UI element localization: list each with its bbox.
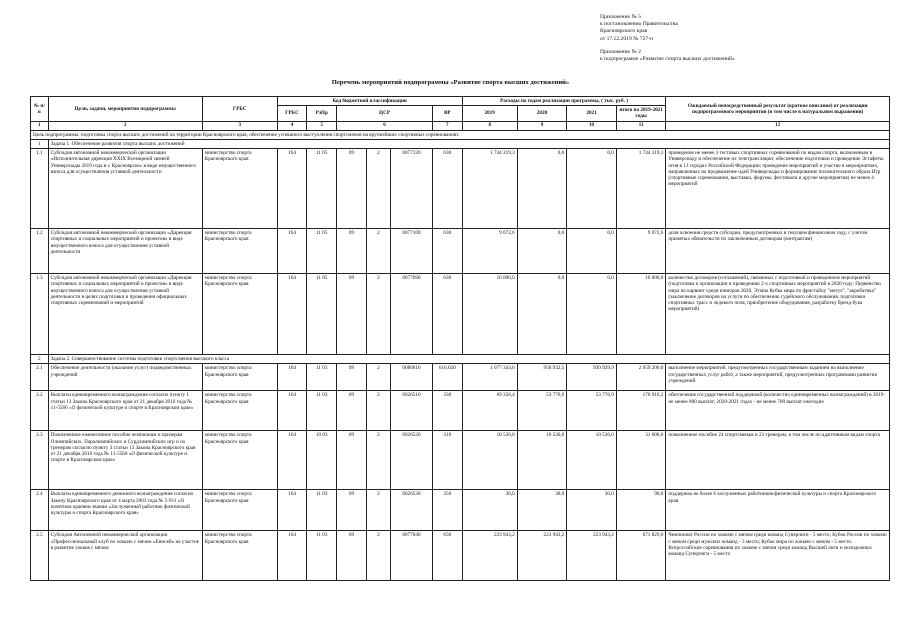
row-number: 1.2	[31, 229, 49, 274]
expense-2020: 0,0	[517, 229, 567, 274]
task-title: Задача 2. Совершенствование системы подготовки спортсменов высокого класса	[48, 355, 889, 364]
code-grbs: 164	[277, 229, 307, 274]
code-grbs: 164	[277, 149, 307, 229]
expense-2019: 30,0	[462, 490, 517, 531]
code-grbs: 164	[277, 364, 307, 391]
row-number: 2.5	[31, 531, 49, 581]
expected-result: выполнение мероприятий, предусмотренных государственным заданием на выполнение государственных услуг работ, а также мероприятий, предусмотренных программами развития учреждений	[666, 364, 890, 391]
approval-stamp	[600, 14, 895, 63]
expense-2019: 16 000,0	[462, 274, 517, 355]
code-grbs: 164	[277, 274, 307, 355]
col-index: 10	[567, 121, 617, 130]
responsible-body: министерство спорта Красноярского края	[202, 274, 277, 355]
expense-2021: 223 943,2	[567, 531, 617, 581]
row-number: 2.2	[31, 391, 49, 431]
code-csr-part: 2	[366, 274, 390, 355]
code-vr: 630	[432, 531, 462, 581]
expense-2021: 0,0	[567, 229, 617, 274]
expense-2019: 10 536,0	[462, 431, 517, 490]
table-row	[31, 391, 890, 431]
col-index: 8	[462, 121, 517, 130]
col-index: 4	[277, 121, 307, 130]
code-csr-part: 2	[366, 391, 390, 431]
header-vr: ВР	[432, 106, 462, 121]
code-vr: 310	[432, 431, 462, 490]
task-number: 2	[31, 355, 49, 364]
activity-name: Обеспечение деятельности (оказание услуг) подведомственных учреждений	[48, 364, 202, 391]
code-rzpr: 11 03	[307, 490, 337, 531]
code-csr-part: 09	[337, 531, 367, 581]
header-2021: 2021	[567, 106, 617, 121]
expense-2020: 30,0	[517, 490, 567, 531]
expense-total: 671 829,6	[616, 531, 666, 581]
code-grbs: 164	[277, 391, 307, 431]
code-rzpr: 11 03	[307, 531, 337, 581]
code-rzpr: 11 05	[307, 229, 337, 274]
row-number: 2.3	[31, 431, 49, 490]
col-index: 11	[616, 121, 666, 130]
expense-2021: 930 929,9	[567, 364, 617, 391]
row-number: 2.1	[31, 364, 49, 391]
header-grbs: ГРБС	[202, 97, 277, 122]
table-header	[31, 97, 890, 131]
header-num: № п/п	[31, 97, 49, 122]
activity-name: Выплаты единовременного денежного вознаграждения согласно Закону Красноярского края от 4 марта 2003 года № 5-911 «О почетном краевом звании «Заслуженный работник физической культуры и спорта Красноярского края»	[48, 490, 202, 531]
expense-2020: 950 932,5	[517, 364, 567, 391]
code-csr-part: 0026510	[391, 391, 433, 431]
code-csr-part: 2	[366, 229, 390, 274]
responsible-body: министерство спорта Красноярского края	[202, 364, 277, 391]
activity-name: Субсидия автономной некоммерческой организации «Дирекция спортивных и социальных мероприятий и проектов» в виде имущественного взноса для осуществления уставной деятельности	[48, 229, 202, 274]
code-grbs: 164	[277, 531, 307, 581]
responsible-body: министерство спорта Красноярского края	[202, 431, 277, 490]
code-vr: 330	[432, 391, 462, 431]
code-csr-part: 0077040	[391, 531, 433, 581]
expense-total: 90,0	[616, 490, 666, 531]
header-2020: 2020	[517, 106, 567, 121]
code-csr-part: 2	[366, 490, 390, 531]
task-number: 1	[31, 140, 49, 149]
activity-name: Субсидия Автономной некоммерческой организации «Профессиональный клуб по хоккею с мячом «Енисей» на участие в развитие хоккея с мячом	[48, 531, 202, 581]
approval-line: Приложение № 5	[600, 14, 641, 20]
code-csr-part: 09	[337, 149, 367, 229]
code-vr: 630	[432, 149, 462, 229]
table-row	[31, 229, 890, 274]
expense-total: 16 000,0	[616, 274, 666, 355]
code-csr-part: 0080610	[391, 364, 433, 391]
row-number: 2.4	[31, 490, 49, 531]
header-csr: ЦСР	[337, 106, 433, 121]
code-vr: 630	[432, 229, 462, 274]
col-index: 2	[48, 121, 202, 130]
expense-total: 1 744 319,3	[616, 149, 666, 229]
table-row	[31, 274, 890, 355]
approval-line: Приложение № 2	[600, 48, 641, 55]
expense-total: 2 959 206,0	[616, 364, 666, 391]
code-rzpr: 11 03	[307, 391, 337, 431]
document-title: Перечень мероприятий подпрограммы «Развитие спорта высших достижений»	[331, 79, 570, 86]
expense-2021: 30,0	[567, 490, 617, 531]
table-row	[31, 364, 890, 391]
activity-name: Пожизненное ежемесячное пособие чемпионам и призерам Олимпийских, Паралимпийских и Сурдлимпийских игр и их тренерам согласно пункту 3 статьи 13 Закона Красноярского края от 21 декабря 2010 года № 11-5566 «О физической культуре и спорте в Красноярском крае»	[48, 431, 202, 490]
code-grbs: 164	[277, 431, 307, 490]
code-rzpr: 10 03	[307, 431, 337, 490]
code-csr-part: 0077100	[391, 229, 433, 274]
task-title: Задача 1. Обеспечение развития спорта высших достижений	[48, 140, 889, 149]
code-csr-part: 0026520	[391, 431, 433, 490]
expense-2019: 9 072,6	[462, 229, 517, 274]
approval-line: к подпрограмме «Развитие спорта высших достижений»	[600, 56, 735, 63]
col-index: 1	[31, 121, 49, 130]
code-vr: 610,620	[432, 364, 462, 391]
col-index: 6	[337, 121, 433, 130]
responsible-body: министерство спорта Красноярского края	[202, 490, 277, 531]
expense-total: 176 910,2	[616, 391, 666, 431]
row-number: 1.3	[31, 274, 49, 355]
col-index: 5	[307, 121, 337, 130]
responsible-body: министерство спорта Красноярского края	[202, 391, 277, 431]
task-row	[31, 140, 890, 149]
table-row	[31, 149, 890, 229]
col-index: 7	[432, 121, 462, 130]
header-goals: Цели, задачи, мероприятия подпрограммы	[48, 97, 202, 122]
responsible-body: министерство спорта Красноярского края	[202, 531, 277, 581]
activity-name: Субсидия автономной некоммерческой организации «Дирекция спортивных и социальных мероприятий и проектов» в виде имущественного взноса для осуществления уставной деятельности в целях подготовки и проведения официальных спортивных соревнований и мероприятий	[48, 274, 202, 355]
code-csr-part: 09	[337, 229, 367, 274]
activities-table	[30, 96, 890, 581]
code-csr-part: 09	[337, 431, 367, 490]
task-row	[31, 355, 890, 364]
expected-result: количество договоров (соглашений), связанных с подготовкой и проведением мероприятий (подготовка к организации и проведению 2-х спортивных мероприятий в 2020 году: Первенство мира по карвинг среди юниоров 2020, Этапы Кубка мира по фристайлу "могул", "акробатика" (заключение договоров на услуги по обеспечению судейского обслуживания, подготовки спортивных трасс и ледового поля, приобретение оборудования, разработку бренд-бука мероприятий)	[666, 274, 890, 355]
code-csr-part: 2	[366, 531, 390, 581]
row-number: 1.1	[31, 149, 49, 229]
goal-line: Цель подпрограммы: подготовка спорта высших достижений на территории Красноярского края, обеспечение успешного выступления спортсменов на крупнейших спортивных соревнованиях	[31, 130, 890, 139]
responsible-body: министерство спорта Красноярского края	[202, 149, 277, 229]
code-vr: 630	[432, 274, 462, 355]
table-row	[31, 490, 890, 531]
expense-total: 31 608,0	[616, 431, 666, 490]
expense-2019: 223 943,2	[462, 531, 517, 581]
col-index: 3	[202, 121, 277, 130]
table-body	[31, 130, 890, 581]
expense-2021: 10 536,0	[567, 431, 617, 490]
activity-name: Выплаты единовременного вознаграждения согласно пункту 1 статьи 13 Закона Красноярского края от 21 декабря 2010 года № 11-5566 «О физической культуре и спорте в Красноярском крае»	[48, 391, 202, 431]
expense-2019: 1 744 319,3	[462, 149, 517, 229]
code-csr-part: 2	[366, 431, 390, 490]
expense-2019: 1 077 343,6	[462, 364, 517, 391]
expense-2020: 223 943,2	[517, 531, 567, 581]
expected-result: доля освоения средств субсидии, предусмотренных в текущем финансовом году, с учетом принятых обязательств по заключенным договорам (контрактам)	[666, 229, 890, 274]
expense-total: 9 072,6	[616, 229, 666, 274]
expense-2021: 0,0	[567, 274, 617, 355]
code-rzpr: 11 05	[307, 274, 337, 355]
header-code-grbs: ГРБС	[277, 106, 307, 121]
approval-line: от 17.12.2019 № 727-п	[600, 35, 654, 42]
approval-line: к постановлению Правительства	[600, 21, 678, 28]
expected-result: поддержка не более 6 заслуженных работников физической культуры и спорта Красноярского края	[666, 490, 890, 531]
expense-2021: 53 776,9	[567, 391, 617, 431]
code-rzpr: 11 03	[307, 364, 337, 391]
code-rzpr: 11 05	[307, 149, 337, 229]
code-csr-part: 09	[337, 490, 367, 531]
col-index: 9	[517, 121, 567, 130]
approval-line: Красноярского края	[600, 28, 648, 35]
code-grbs: 164	[277, 490, 307, 531]
code-csr-part: 2	[366, 364, 390, 391]
expense-2020: 10 536,0	[517, 431, 567, 490]
expected-result: обеспечение государственной поддержкой (количество единовременных вознаграждений) в 2019- не менее 800 выплат; 2020-2021 годах - не менее 700 выплат ежегодно	[666, 391, 890, 431]
code-csr-part: 2	[366, 149, 390, 229]
header-result: Ожидаемый непосредственный результат (краткое описание) от реализации подпрограммного мероприятия (в том числе в натуральном выражении)	[666, 97, 890, 122]
code-vr: 350	[432, 490, 462, 531]
code-csr-part: 0077120	[391, 149, 433, 229]
expense-2021: 0,0	[567, 149, 617, 229]
expense-2020: 0,0	[517, 149, 567, 229]
expense-2019: 69 356,4	[462, 391, 517, 431]
code-csr-part: 0026530	[391, 490, 433, 531]
table-row	[31, 431, 890, 490]
code-csr-part: 0077090	[391, 274, 433, 355]
expense-2020: 53 776,9	[517, 391, 567, 431]
code-csr-part: 09	[337, 391, 367, 431]
code-csr-part: 09	[337, 364, 367, 391]
expense-2020: 0,0	[517, 274, 567, 355]
header-rzpr: РзПр	[307, 106, 337, 121]
header-total: итого на 2019-2021 годы	[616, 106, 666, 121]
expected-result: пожизненное пособие 24 спортсменам и 23 тренерам, в том числе по адаптивным видам спорта	[666, 431, 890, 490]
expected-result: Чемпионат России по хоккею с мячом среди команд Суперлиги - 5 место; Кубок России по хоккею с мячом среди мужских команд - 3 место; Кубок мира по хоккею с мячом - 5 место. Всероссийские соревнования по хоккею с мячом среди команд Высшей лиги и молодежных команд Суперлиги - 5 место	[666, 531, 890, 581]
table-row	[31, 531, 890, 581]
responsible-body: министерство спорта Красноярского края	[202, 229, 277, 274]
activity-name: Субсидия автономной некоммерческой организации «Исполнительная дирекция XXIX Всемирной зимней Универсиады 2019 года в г. Красноярске» в виде имущественного взноса для осуществления уставной деятельности	[48, 149, 202, 229]
header-expenses: Расходы по годам реализации программы, ( тыс. руб. )	[462, 97, 666, 106]
code-csr-part: 09	[337, 274, 367, 355]
expected-result: проведение не менее 3 тестовых спортивных соревнований по видам спорта, включенным в Универсиаду и обеспечение их телетрансляции; обеспечение подготовки и проведение Эстафеты огня в 13 городах Российской Федерации; проведение мероприятий и участие в мероприятиях, направленных на продвижение идей Универсиады и формирование положительного образа Игр (спортивные соревнования, выставки, форумы, фестивали и другие мероприятия) не менее 4 мероприятий	[666, 149, 890, 229]
header-2019: 2019	[462, 106, 517, 121]
col-index: 12	[666, 121, 890, 130]
header-budget-class: Код бюджетной классификации	[277, 97, 462, 106]
